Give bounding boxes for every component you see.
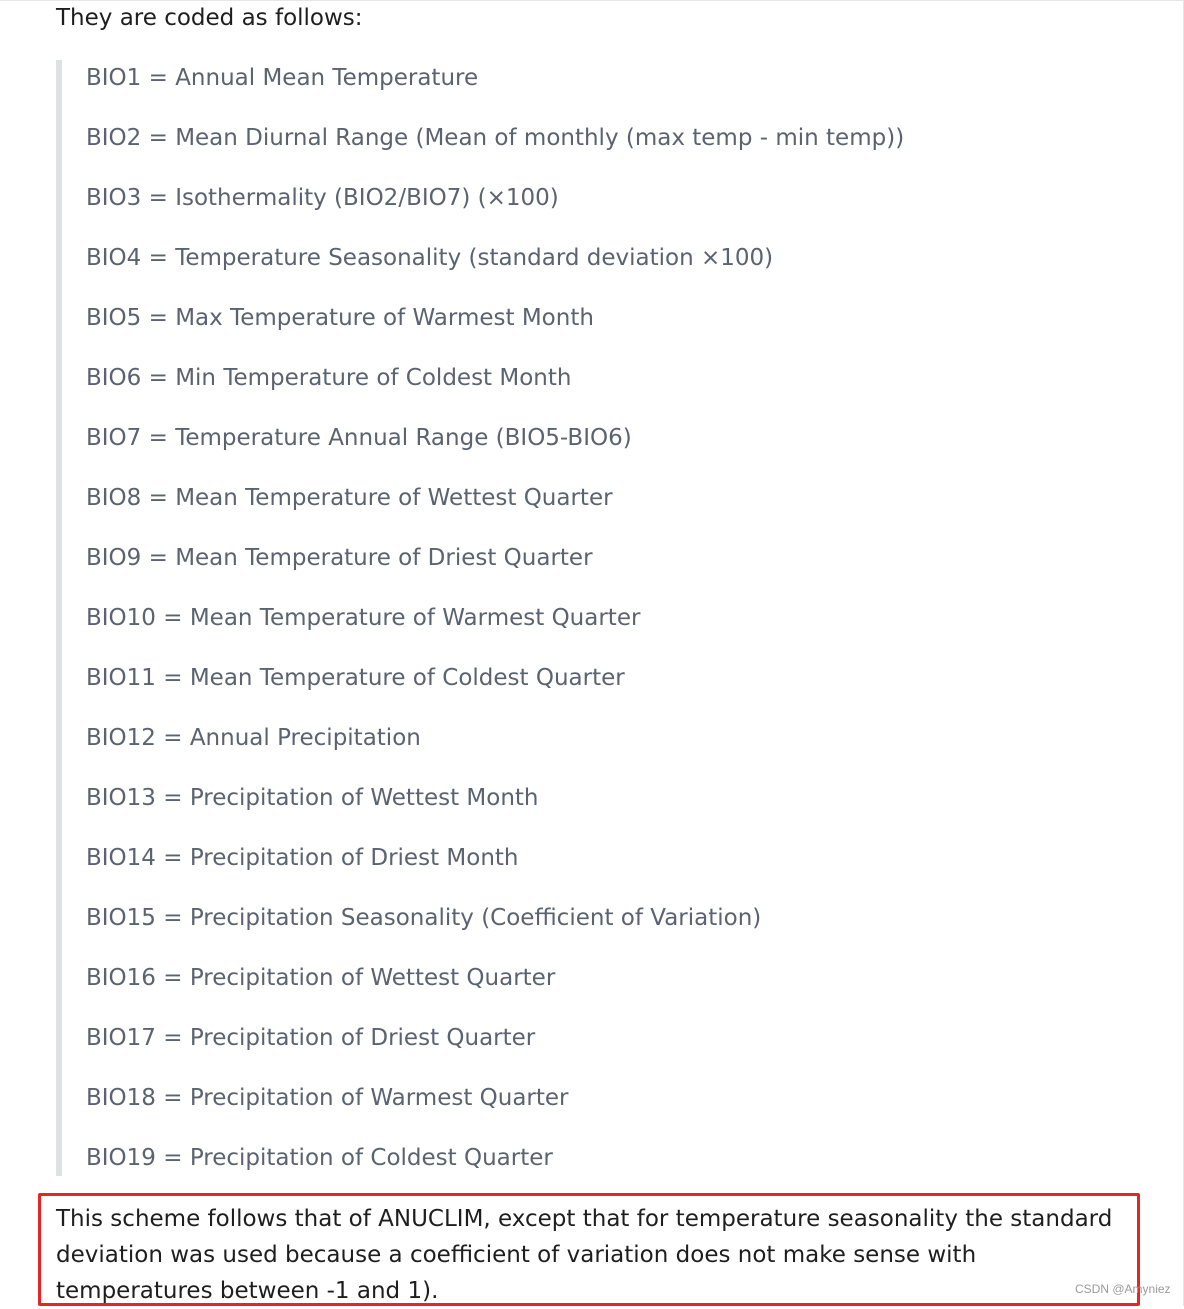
variable-bio4: BIO4 = Temperature Seasonality (standard deviation ×100)	[86, 245, 774, 271]
variable-bio9: BIO9 = Mean Temperature of Driest Quarter	[86, 545, 593, 571]
intro-paragraph: They are coded as follows:	[56, 5, 363, 31]
bioclim-variable-blockquote	[56, 60, 1136, 1176]
variable-bio19: BIO19 = Precipitation of Coldest Quarter	[86, 1145, 553, 1171]
variable-bio17: BIO17 = Precipitation of Driest Quarter	[86, 1025, 536, 1051]
variable-bio11: BIO11 = Mean Temperature of Coldest Quarter	[86, 665, 625, 691]
variable-bio5: BIO5 = Max Temperature of Warmest Month	[86, 305, 594, 331]
note-paragraph: This scheme follows that of ANUCLIM, except that for temperature seasonality the standard deviation was used because a coefficient of variation does not make sense with temperatures between -1 and 1).	[56, 1206, 1113, 1304]
variable-bio15: BIO15 = Precipitation Seasonality (Coefficient of Variation)	[86, 905, 762, 931]
variable-bio8: BIO8 = Mean Temperature of Wettest Quarter	[86, 485, 613, 511]
variable-bio13: BIO13 = Precipitation of Wettest Month	[86, 785, 539, 811]
variable-bio7: BIO7 = Temperature Annual Range (BIO5-BIO6)	[86, 425, 632, 451]
variable-bio3: BIO3 = Isothermality (BIO2/BIO7) (×100)	[86, 185, 559, 211]
variable-bio16: BIO16 = Precipitation of Wettest Quarter	[86, 965, 556, 991]
variable-bio14: BIO14 = Precipitation of Driest Month	[86, 845, 519, 871]
variable-bio1: BIO1 = Annual Mean Temperature	[86, 65, 479, 91]
page-top-border	[0, 0, 1184, 1]
variable-bio18: BIO18 = Precipitation of Warmest Quarter	[86, 1085, 569, 1111]
variable-bio12: BIO12 = Annual Precipitation	[86, 725, 421, 751]
variable-bio10: BIO10 = Mean Temperature of Warmest Quarter	[86, 605, 641, 631]
watermark: CSDN @Amyniez	[1075, 1282, 1171, 1296]
variable-bio6: BIO6 = Min Temperature of Coldest Month	[86, 365, 572, 391]
variable-bio2: BIO2 = Mean Diurnal Range (Mean of monthly (max temp - min temp))	[86, 125, 905, 151]
